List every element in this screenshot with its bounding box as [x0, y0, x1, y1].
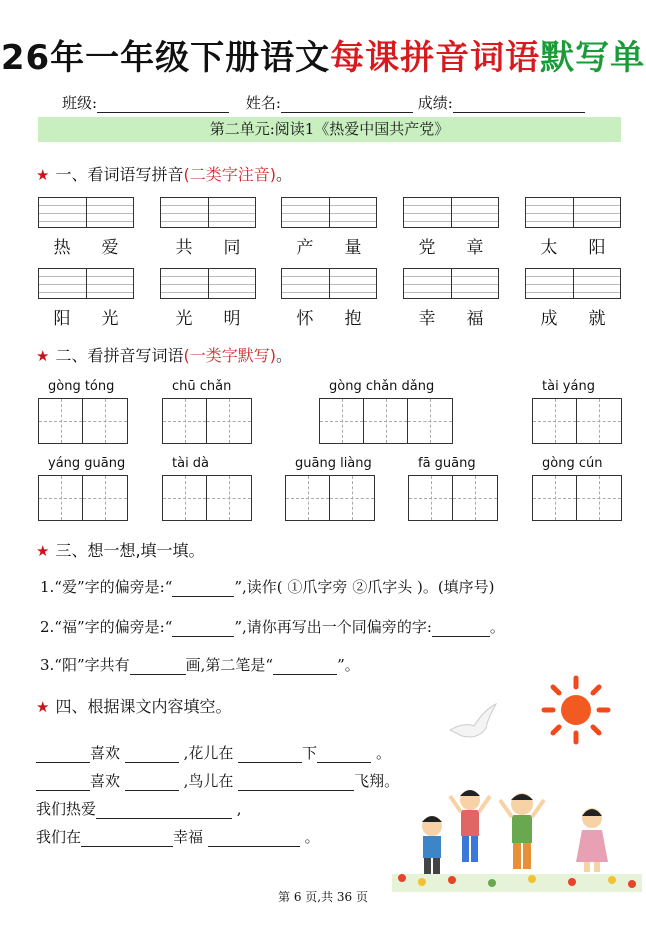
writing-cell[interactable] [320, 399, 364, 443]
title-part3: 默写单 [540, 38, 646, 78]
page-title [0, 30, 646, 79]
fill-blank[interactable] [125, 775, 179, 791]
fill-line-4: 我们在 幸福 。 [36, 828, 320, 846]
word-char: 党 [418, 238, 436, 258]
word-char: 章 [466, 238, 484, 258]
star-icon: ★ [36, 542, 50, 560]
word-characters [403, 304, 499, 329]
writing-cell[interactable] [364, 399, 408, 443]
star-icon: ★ [36, 347, 50, 365]
question-1: 1.“爱”字的偏旁是:“ ”,读作( ①爪字旁 ②爪字头 )。(填序号) [40, 578, 495, 596]
word-char: 爱 [101, 238, 119, 258]
fill-line-1: 喜欢 ,花儿在 下 。 [36, 742, 391, 763]
fill-line-3: 我们热爱 , [36, 800, 242, 818]
name-label: 姓名: [245, 94, 281, 112]
pinyin-prompt: fā guāng [418, 456, 476, 471]
sun-illustration [540, 674, 612, 746]
pinyin-prompt: yáng guāng [48, 456, 126, 471]
word-char: 抱 [344, 309, 362, 329]
character-writing-grid[interactable] [285, 475, 375, 521]
writing-cell[interactable] [286, 476, 330, 520]
unit-banner: 第二单元:阅读1《热爱中国共产党》 [38, 117, 621, 142]
writing-cell[interactable] [577, 476, 621, 520]
writing-cell[interactable] [409, 476, 453, 520]
q1-blank[interactable] [172, 581, 234, 597]
pinyin-prompt: gòng tóng [48, 379, 115, 394]
word-characters [281, 233, 377, 258]
pinyin-answer-box[interactable] [403, 197, 499, 228]
word-characters [403, 233, 499, 258]
section1-note: (二类字注音) [183, 165, 276, 184]
title-part1: 26年一年级下册语文 [0, 38, 331, 78]
writing-cell[interactable] [207, 476, 251, 520]
pinyin-answer-box[interactable] [38, 197, 134, 228]
pinyin-answer-box[interactable] [281, 197, 377, 228]
word-characters [160, 304, 256, 329]
word-char: 产 [296, 238, 314, 258]
word-char: 热 [53, 238, 71, 258]
writing-cell[interactable] [408, 399, 452, 443]
pinyin-answer-box[interactable] [281, 268, 377, 299]
pinyin-prompt: chū chǎn [172, 379, 232, 394]
word-char: 就 [588, 309, 606, 329]
writing-cell[interactable] [39, 399, 83, 443]
word-char: 共 [175, 238, 193, 258]
pinyin-prompt: gòng cún [542, 456, 603, 471]
character-writing-grid[interactable] [532, 398, 622, 444]
question-2: 2.“福”字的偏旁是:“ ”,请你再写出一个同偏旁的字: 。 [40, 618, 505, 636]
word-characters [525, 304, 621, 329]
children-illustration [392, 782, 642, 892]
section1-heading: ★ 一、看词语写拼音(二类字注音)。 [36, 165, 292, 184]
section2-note: (一类字默写) [183, 346, 276, 365]
page-footer: 第 6 页,共 36 页 [278, 890, 368, 904]
section3-heading: ★ 三、想一想,填一填。 [36, 541, 205, 560]
word-char: 同 [223, 238, 241, 258]
writing-cell[interactable] [207, 399, 251, 443]
pinyin-prompt: tài dà [172, 456, 210, 471]
q2-blank[interactable] [172, 621, 234, 637]
writing-cell[interactable] [163, 399, 207, 443]
word-characters [38, 233, 134, 258]
name-blank[interactable] [281, 96, 413, 113]
score-label: 成绩: [417, 94, 453, 112]
character-writing-grid[interactable] [162, 398, 252, 444]
pinyin-prompt: guāng liàng [295, 456, 372, 471]
fill-line-2: 喜欢 ,鸟儿在 飞翔。 [36, 770, 399, 791]
word-char: 成 [540, 309, 558, 329]
character-writing-grid[interactable] [319, 398, 453, 444]
fill-blank[interactable] [36, 775, 90, 791]
word-char: 量 [344, 238, 362, 258]
star-icon: ★ [36, 698, 50, 716]
word-characters [281, 304, 377, 329]
writing-cell[interactable] [577, 399, 621, 443]
character-writing-grid[interactable] [532, 475, 622, 521]
writing-cell[interactable] [39, 476, 83, 520]
word-char: 阳 [53, 309, 71, 329]
writing-cell[interactable] [83, 399, 127, 443]
question-3: 3.“阳”字共有 画,第二笔是“ ”。 [40, 656, 360, 674]
q2-blank2[interactable] [432, 621, 490, 637]
pinyin-answer-box[interactable] [403, 268, 499, 299]
pinyin-answer-box[interactable] [160, 268, 256, 299]
writing-cell[interactable] [533, 399, 577, 443]
character-writing-grid[interactable] [162, 475, 252, 521]
class-blank[interactable] [97, 96, 229, 113]
q3-blank2[interactable] [273, 659, 337, 675]
character-writing-grid[interactable] [38, 398, 128, 444]
word-characters [160, 233, 256, 258]
word-characters [38, 304, 134, 329]
fill-blank[interactable] [81, 831, 173, 847]
word-char: 明 [223, 309, 241, 329]
fill-blank[interactable] [36, 747, 90, 763]
word-char: 光 [101, 309, 119, 329]
fill-blank[interactable] [317, 747, 371, 763]
star-icon: ★ [36, 166, 50, 184]
character-writing-grid[interactable] [408, 475, 498, 521]
q3-blank[interactable] [130, 659, 186, 675]
fill-blank[interactable] [238, 775, 354, 791]
fill-blank[interactable] [96, 803, 232, 819]
writing-cell[interactable] [83, 476, 127, 520]
fill-blank[interactable] [125, 747, 179, 763]
word-characters [525, 233, 621, 258]
word-char: 太 [540, 238, 558, 258]
word-char: 福 [466, 309, 484, 329]
pinyin-answer-box[interactable] [38, 268, 134, 299]
pinyin-prompt: gòng chǎn dǎng [329, 379, 435, 394]
pinyin-answer-box[interactable] [160, 197, 256, 228]
fill-blank[interactable] [208, 831, 300, 847]
word-char: 阳 [588, 238, 606, 258]
writing-cell[interactable] [533, 476, 577, 520]
word-char: 光 [175, 309, 193, 329]
info-line [62, 92, 585, 113]
character-writing-grid[interactable] [38, 475, 128, 521]
score-blank[interactable] [453, 96, 585, 113]
title-part2: 每课拼音词语 [330, 38, 541, 78]
writing-cell[interactable] [453, 476, 497, 520]
writing-cell[interactable] [330, 476, 374, 520]
pinyin-answer-box[interactable] [525, 197, 621, 228]
writing-cell[interactable] [163, 476, 207, 520]
word-char: 幸 [418, 309, 436, 329]
pinyin-prompt: tài yáng [542, 379, 595, 394]
pinyin-answer-box[interactable] [525, 268, 621, 299]
section2-heading: ★ 二、看拼音写词语(一类字默写)。 [36, 346, 292, 365]
word-char: 怀 [296, 309, 314, 329]
dove-illustration [444, 700, 500, 744]
section4-heading: ★ 四、根据课文内容填空。 [36, 697, 232, 716]
class-label: 班级: [62, 94, 98, 112]
fill-blank[interactable] [238, 747, 302, 763]
